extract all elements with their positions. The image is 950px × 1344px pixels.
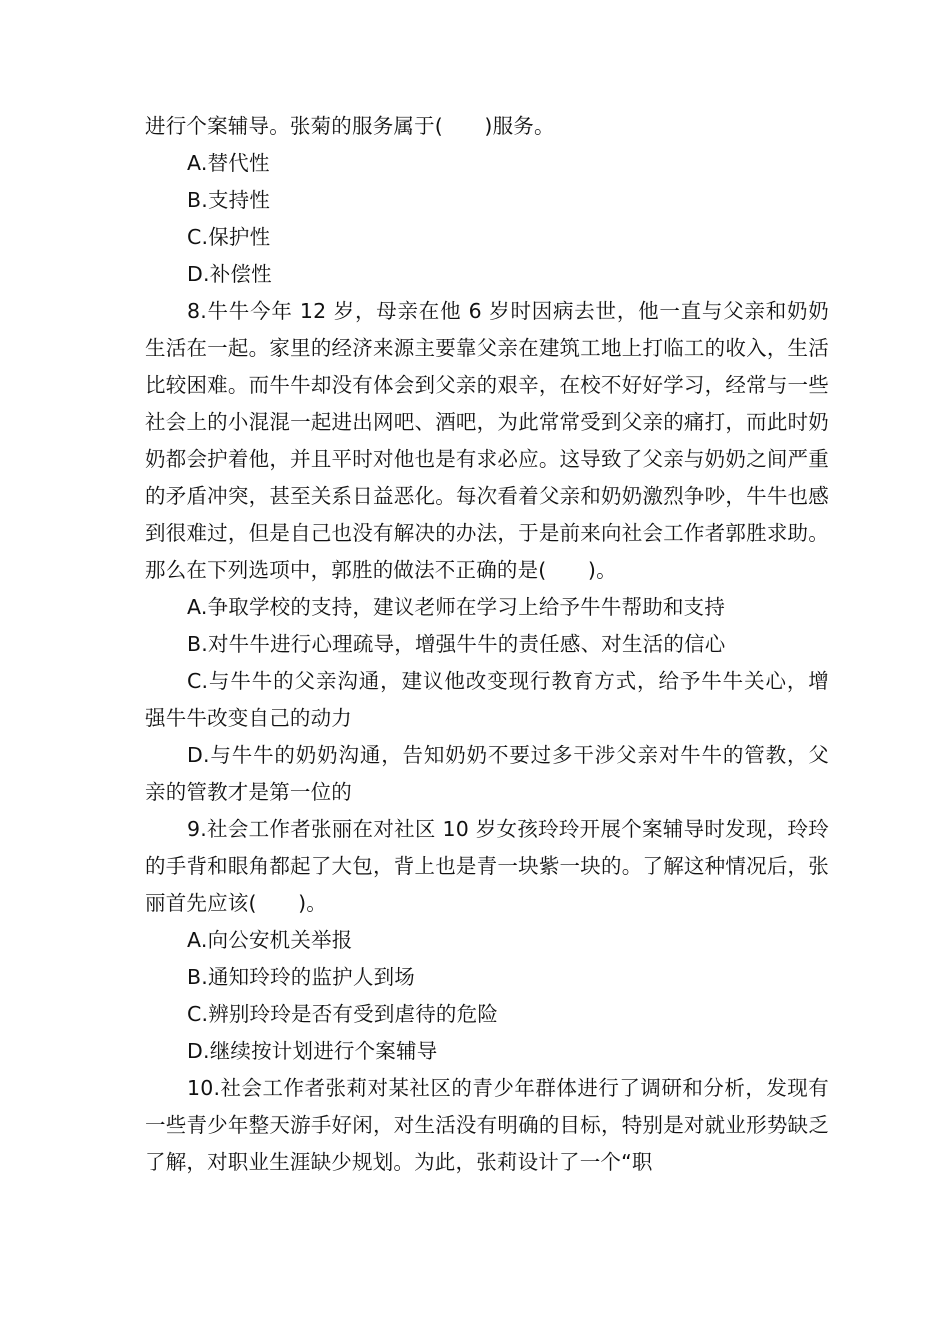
question-7-option-c: C.保护性 — [187, 225, 271, 249]
question-8-option-a: A.争取学校的支持，建议老师在学习上给予牛牛帮助和支持 — [187, 595, 726, 619]
question-9-option-b: B.通知玲玲的监护人到场 — [187, 965, 415, 989]
question-7-tail: 进行个案辅导。张菊的服务属于( )服务。 — [145, 114, 555, 138]
question-8-option-c: C.与牛牛的父亲沟通，建议他改变现行教育方式，给予牛牛关心，增强牛牛改变自己的动力 — [145, 669, 829, 730]
question-9-option-a: A.向公安机关举报 — [187, 928, 353, 952]
question-9-stem: 9.社会工作者张丽在对社区 10 岁女孩玲玲开展个案辅导时发现，玲玲的手背和眼角都起了大包，背上也是青一块紫一块的。了解这种情况后，张丽首先应该( )。 — [145, 817, 829, 915]
question-7-option-b: B.支持性 — [187, 188, 271, 212]
question-7-option-a: A.替代性 — [187, 151, 270, 175]
question-9-option-d: D.继续按计划进行个案辅导 — [187, 1039, 438, 1063]
question-9-option-c: C.辨别玲玲是否有受到虐待的危险 — [187, 1002, 499, 1026]
question-8-option-b: B.对牛牛进行心理疏导，增强牛牛的责任感、对生活的信心 — [187, 632, 726, 656]
question-8-option-d: D.与牛牛的奶奶沟通，告知奶奶不要过多干涉父亲对牛牛的管教，父亲的管教才是第一位的 — [145, 743, 829, 804]
question-7-option-d: D.补偿性 — [187, 262, 272, 286]
question-10-stem: 10.社会工作者张莉对某社区的青少年群体进行了调研和分析，发现有一些青少年整天游手好闲，对生活没有明确的目标，特别是对就业形势缺乏了解，对职业生涯缺少规划。为此，张莉设计了一个“职 — [145, 1076, 829, 1174]
question-8-stem: 8.牛牛今年 12 岁，母亲在他 6 岁时因病去世，他一直与父亲和奶奶生活在一起。家里的经济来源主要靠父亲在建筑工地上打临工的收入，生活比较困难。而牛牛却没有体会到父亲的艰辛，在校不好好学习，经常与一些社会上的小混混一起进出网吧、酒吧，为此常常受到父亲的痛打，而此时奶奶都会护着他，并且平时对他也是有求必应。这导致了父亲与奶奶之间严重的矛盾冲突，甚至关系日益恶化。每次看着父亲和奶奶激烈争吵，牛牛也感到很难过，但是自己也没有解决的办法，于是前来向社会工作者郭胜求助。那么在下列选项中，郭胜的做法不正确的是( )。 — [145, 299, 829, 582]
document-body — [145, 108, 829, 1181]
